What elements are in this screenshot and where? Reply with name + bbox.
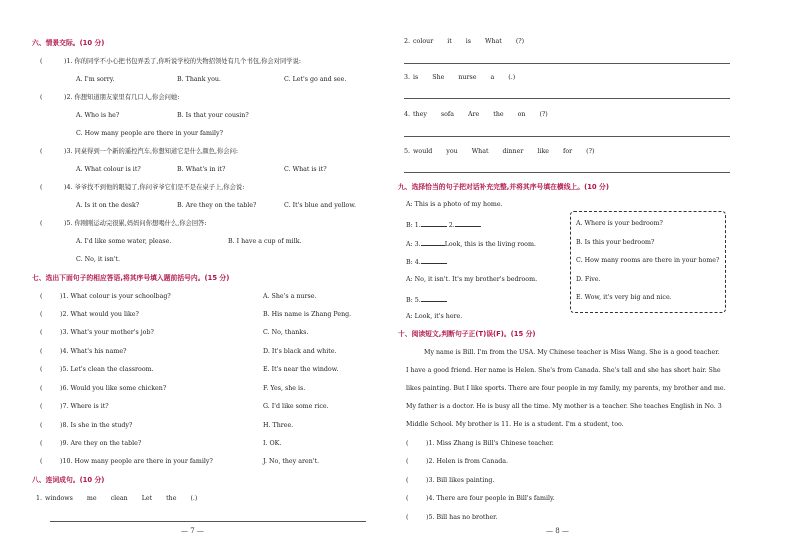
question-number: 4. <box>404 111 411 118</box>
word: they <box>413 111 427 118</box>
word: (.) <box>508 74 516 81</box>
answer-paren[interactable]: ( <box>40 184 43 191</box>
answer-option: H. Three. <box>263 422 294 429</box>
option: A. Who is he? <box>76 112 120 119</box>
option: B. Thank you. <box>177 76 221 83</box>
answer-paren[interactable]: ( <box>406 440 409 447</box>
word: a <box>490 74 495 81</box>
option: C. No, it isn't. <box>76 256 121 263</box>
question: )3. What's your mother's job? <box>60 329 154 336</box>
dialogue-line: A: This is a photo of my home. <box>406 201 503 208</box>
dialogue-line: A: No, it isn't. It's my brother's bedroom. <box>406 276 538 283</box>
word: is <box>465 38 472 45</box>
word-order-question <box>36 495 211 503</box>
answer-paren[interactable]: ( <box>40 422 43 429</box>
question: )2. What would you like? <box>60 311 139 318</box>
answer-paren[interactable]: ( <box>406 458 409 465</box>
word: is <box>413 74 419 81</box>
option: B. Are they on the table? <box>177 202 257 209</box>
answer-paren[interactable]: ( <box>40 348 43 355</box>
section-6-title: 六、情景交际。(10 分) <box>32 39 105 47</box>
answer-option: B. His name is Zhang Peng. <box>263 311 352 318</box>
answer-paren[interactable]: ( <box>40 293 43 300</box>
answer-line[interactable] <box>404 63 730 64</box>
section-8-title: 八、连词成句。(10 分) <box>32 476 105 484</box>
box-option: D. Five. <box>576 276 601 283</box>
dialogue-line <box>406 295 447 305</box>
word: What <box>485 38 502 45</box>
answer-line[interactable] <box>50 521 366 522</box>
judgement-item: )2. Helen is from Canada. <box>426 458 509 465</box>
word: colour <box>413 38 434 45</box>
option: B. What's in it? <box>177 166 226 173</box>
answer-paren[interactable]: ( <box>406 514 409 521</box>
question: )4. What's his name? <box>60 348 127 355</box>
word-order-question <box>404 111 562 119</box>
answer-blank[interactable] <box>421 257 447 264</box>
option: B. I have a cup of milk. <box>228 238 302 245</box>
answer-blank[interactable] <box>421 220 447 227</box>
word-order-question <box>404 148 608 156</box>
word: (?) <box>515 38 525 45</box>
answer-paren[interactable]: ( <box>40 94 43 101</box>
answer-paren[interactable]: ( <box>40 458 43 465</box>
word: What <box>471 148 489 155</box>
question: )10. How many people are there in your family? <box>60 458 213 465</box>
dialogue-text: Look, this is the living room. <box>444 241 536 248</box>
dialogue-label: B: 4. <box>406 259 421 266</box>
question-stem: )2. 你想知道朋友家里有几口人,你会问她: <box>64 94 180 101</box>
box-option: E. Wow, it's very big and nice. <box>576 294 672 301</box>
dialogue-label: B: 1. <box>406 222 421 229</box>
word: She <box>432 74 445 81</box>
option: C. Let's go and see. <box>284 76 347 83</box>
answer-line[interactable] <box>404 98 730 99</box>
judgement-item: )5. Bill has no brother. <box>426 514 498 521</box>
answer-paren[interactable]: ( <box>40 329 43 336</box>
answer-option: G. I'd like some rice. <box>263 403 329 410</box>
option: B. Is that your cousin? <box>177 112 249 119</box>
answer-option: A. She's a nurse. <box>263 293 317 300</box>
box-option: B. Is this your bedroom? <box>576 239 655 246</box>
question-stem: )1. 你的同学不小心把书包弄丢了,你听说学校的失物招领处有几个书包,你会对同学说: <box>64 58 301 65</box>
answer-paren[interactable]: ( <box>40 311 43 318</box>
answer-option: E. It's near the window. <box>263 366 339 373</box>
option: A. I'm sorry. <box>76 76 115 83</box>
word: like <box>537 148 549 155</box>
answer-paren[interactable]: ( <box>40 220 43 227</box>
question-stem: )5. 你刚刚运动完很累,妈妈问你想喝什么,你会回答: <box>64 220 207 227</box>
box-option: C. How many rooms are there in your home? <box>576 257 720 264</box>
passage-line: My father is a doctor. He is busy all the time. My mother is a teacher. She teaches English in No. 3 <box>406 403 722 410</box>
word: me <box>86 495 97 502</box>
page-number: — 7 — <box>181 527 204 535</box>
option: C. What is it? <box>284 166 327 173</box>
word: (.) <box>190 495 198 502</box>
word: nurse <box>458 74 477 81</box>
question: )9. Are they on the table? <box>60 440 142 447</box>
question-stem: )3. 同桌得到一个新的遥控汽车,你想知道它是什么颜色,你会问: <box>64 148 239 155</box>
answer-blank[interactable] <box>421 239 445 246</box>
dialogue-line: A: Look, it's here. <box>406 313 463 320</box>
question: )7. Where is it? <box>60 403 109 410</box>
question-number: 1. <box>36 495 43 502</box>
answer-blank[interactable] <box>421 295 447 302</box>
option: C. It's blue and yellow. <box>284 202 356 209</box>
question: )6. Would you like some chicken? <box>60 385 167 392</box>
word: clean <box>110 495 128 502</box>
dialogue-label: 2. <box>448 222 455 229</box>
question-stem: )4. 爷爷找不到他的眼镜了,你问爷爷它们是不是在桌子上,你会说: <box>64 184 245 191</box>
dialogue-line <box>406 257 447 267</box>
word: the <box>493 111 504 118</box>
word-order-question <box>404 74 529 82</box>
option: A. I'd like some water, please. <box>76 238 172 245</box>
answer-blank[interactable] <box>455 220 481 227</box>
question-number: 2. <box>404 38 411 45</box>
word: for <box>563 148 573 155</box>
word: Are <box>468 111 480 118</box>
passage-line: Middle School. My brother is 11. He is a student. I'm a student, too. <box>406 421 624 428</box>
answer-paren[interactable]: ( <box>406 495 409 502</box>
question: )8. Is she in the study? <box>60 422 133 429</box>
answer-option: F. Yes, she is. <box>263 385 306 392</box>
options-box <box>570 211 726 313</box>
answer-paren[interactable]: ( <box>40 403 43 410</box>
dialogue-line <box>406 220 481 230</box>
option: C. How many people are there in your family? <box>76 130 223 137</box>
word: on <box>517 111 526 118</box>
dialogue-line <box>406 239 536 249</box>
word: (?) <box>539 111 548 118</box>
word: sofa <box>440 111 454 118</box>
word: the <box>166 495 177 502</box>
section-10-title: 十、阅读短文,判断句子正(T)误(F)。(15 分) <box>398 330 536 338</box>
answer-line[interactable] <box>404 136 730 137</box>
word-order-question <box>404 38 538 46</box>
section-7-title: 七、选出下面句子的相应答语,将其序号填入题前括号内。(15 分) <box>32 274 230 282</box>
word: would <box>413 148 433 155</box>
judgement-item: )4. There are four people in Bill's family. <box>426 495 555 502</box>
question: )5. Let's clean the classroom. <box>60 366 154 373</box>
answer-paren[interactable]: ( <box>40 58 43 65</box>
dialogue-label: B: 5. <box>406 297 421 304</box>
answer-option: C. No, thanks. <box>263 329 309 336</box>
question-number: 3. <box>404 74 411 81</box>
box-option: A. Where is your bedroom? <box>576 220 663 227</box>
word: you <box>446 148 458 155</box>
answer-option: D. It's black and white. <box>263 348 337 355</box>
dialogue-label: A: 3. <box>406 241 421 248</box>
right-page <box>396 0 793 558</box>
answer-option: I. OK. <box>263 440 282 447</box>
passage-line: likes painting. But I like sports. There are four people in my family, my parents, my brother and me. <box>406 385 726 392</box>
passage-line: I have a good friend. Her name is Helen. She's from Canada. She's tall and she has short hair. She <box>406 367 721 374</box>
answer-line[interactable] <box>404 172 730 173</box>
left-page <box>0 0 396 558</box>
question-number: 5. <box>404 148 411 155</box>
answer-paren[interactable]: ( <box>40 148 43 155</box>
question: )1. What colour is your schoolbag? <box>60 293 171 300</box>
word: Let <box>141 495 153 502</box>
answer-option: J. No, they aren't. <box>263 458 320 465</box>
answer-paren[interactable]: ( <box>40 385 43 392</box>
answer-paren[interactable]: ( <box>40 440 43 447</box>
option: A. What colour is it? <box>76 166 141 173</box>
page-number: — 8 — <box>546 527 569 535</box>
word: windows <box>45 495 73 502</box>
judgement-item: )1. Miss Zhang is Bill's Chinese teacher. <box>426 440 554 447</box>
answer-paren[interactable]: ( <box>40 366 43 373</box>
passage-line: My name is Bill. I'm from the USA. My Chinese teacher is Miss Wang. She is a good teacher. <box>424 349 720 356</box>
word: dinner <box>502 148 524 155</box>
answer-paren[interactable]: ( <box>406 477 409 484</box>
option: A. Is it on the desk? <box>76 202 140 209</box>
section-9-title: 九、选择恰当的句子把对话补充完整,并将其序号填在横线上。(10 分) <box>398 183 609 191</box>
word: it <box>447 38 452 45</box>
word: (?) <box>586 148 595 155</box>
judgement-item: )3. Bill likes painting. <box>426 477 495 484</box>
